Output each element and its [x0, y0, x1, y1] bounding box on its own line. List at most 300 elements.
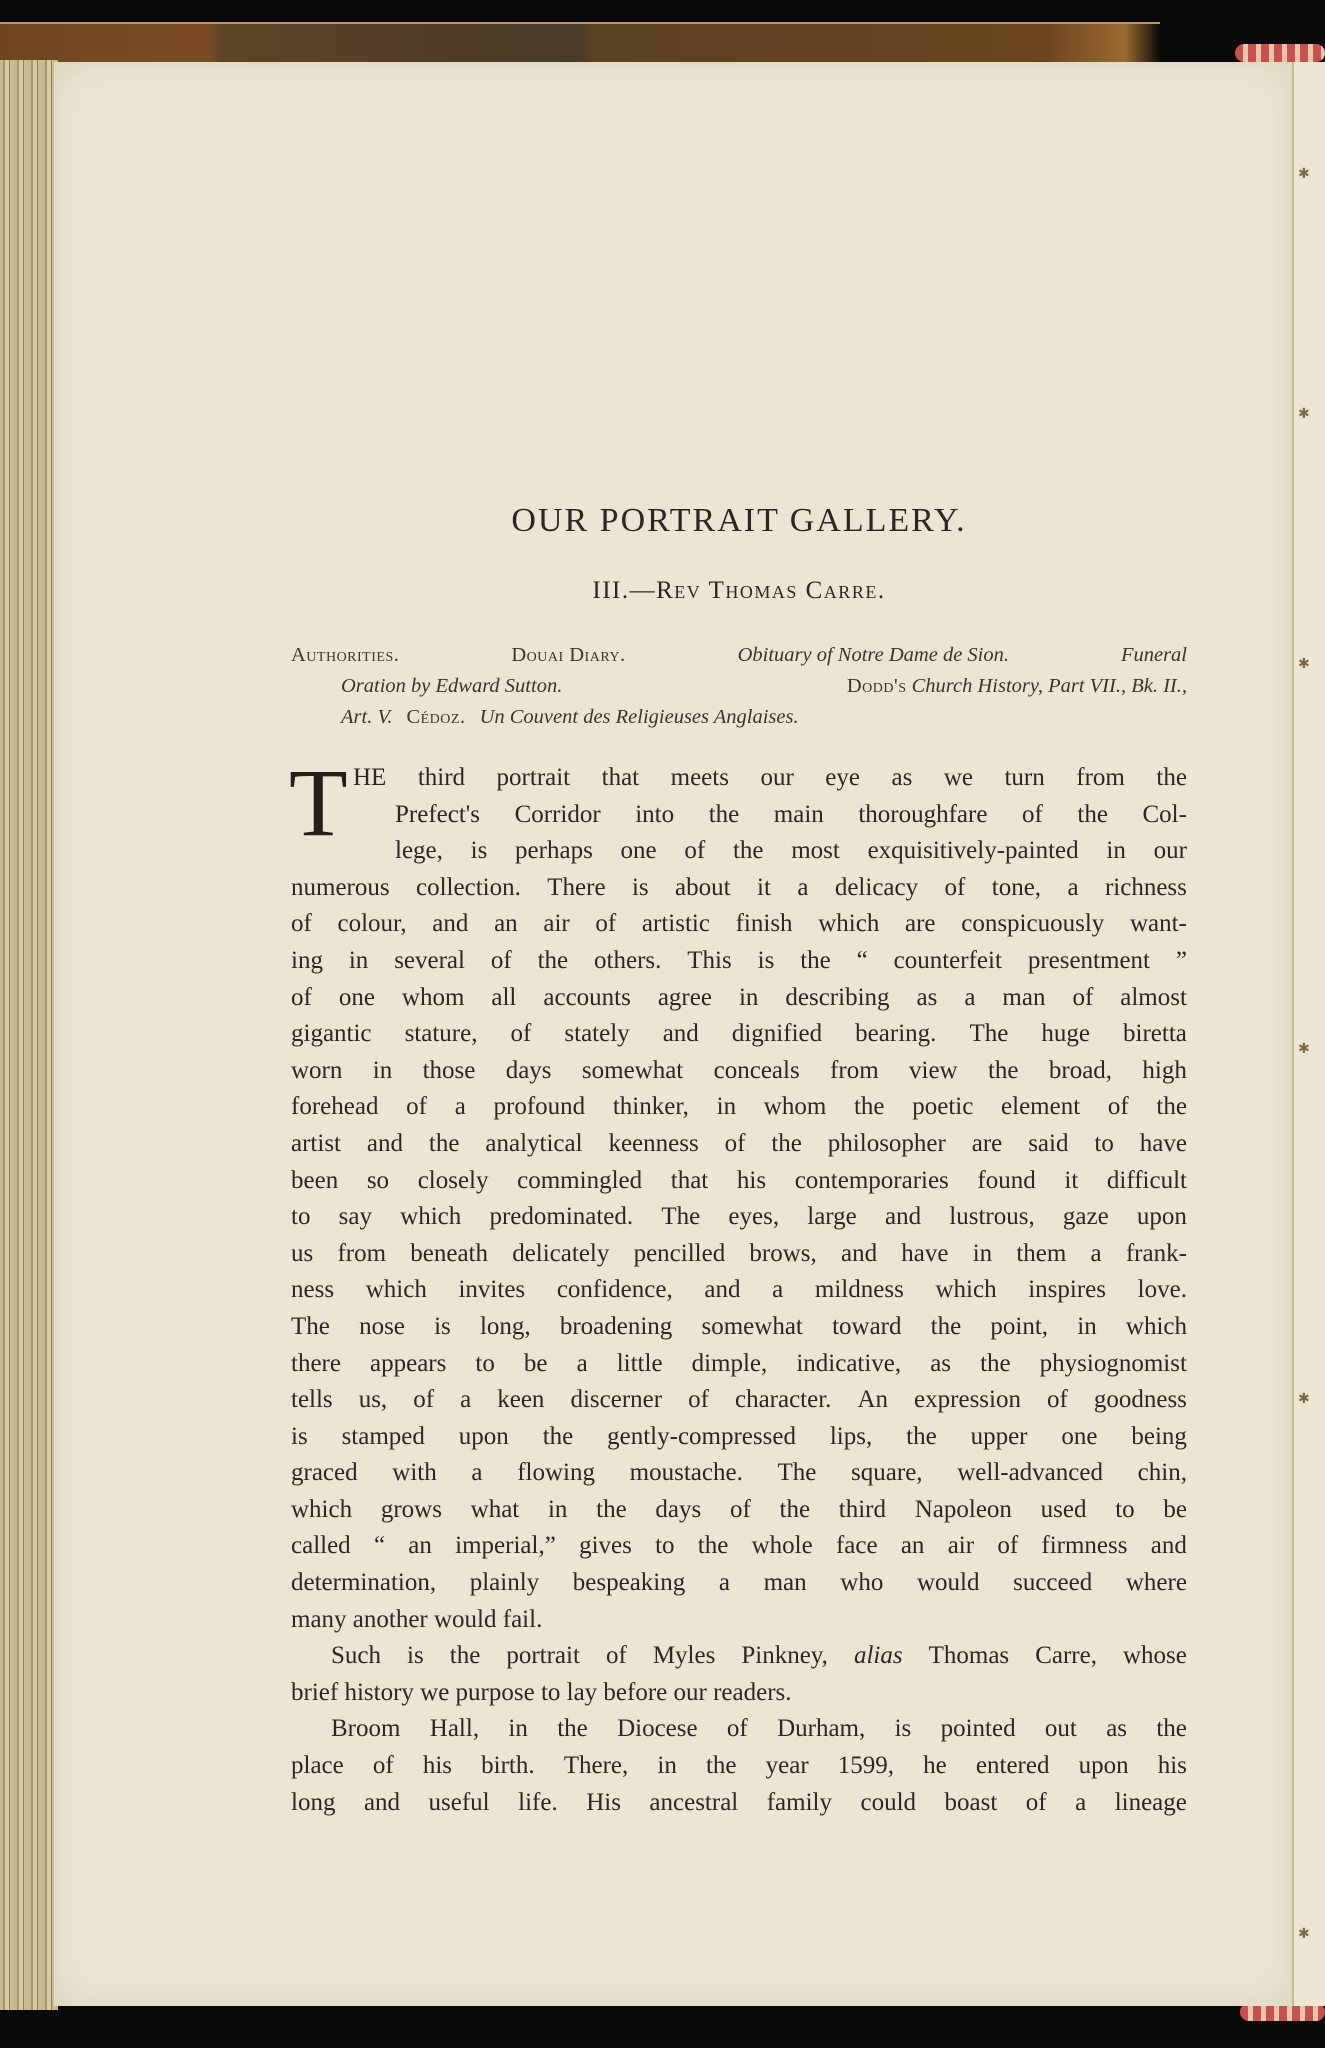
word: a: [964, 983, 976, 1011]
word: tone,: [991, 873, 1042, 901]
word: is: [291, 1422, 308, 1450]
word: it: [757, 873, 771, 901]
word: of: [406, 1093, 427, 1121]
word: which: [818, 910, 880, 938]
word: an: [900, 1532, 925, 1560]
word: lineage: [1114, 1788, 1187, 1816]
word: meets: [670, 764, 729, 791]
word: used: [1040, 1495, 1087, 1523]
word: thoroughfare: [858, 800, 988, 828]
word: predominated.: [489, 1203, 634, 1231]
word: those: [422, 1056, 476, 1084]
word: gives: [579, 1532, 632, 1560]
word: The: [661, 1203, 701, 1231]
word: pointed: [940, 1715, 1016, 1743]
word: the: [853, 1093, 885, 1121]
word: are: [905, 910, 936, 938]
word: be: [523, 1349, 548, 1377]
word: would: [916, 1569, 980, 1597]
word: of: [291, 983, 312, 1011]
word: graced: [291, 1459, 358, 1487]
binding-thread-icon: ✱: [1298, 1392, 1310, 1407]
word: what: [470, 1495, 520, 1523]
word: discerner: [570, 1386, 663, 1414]
word: whole: [751, 1532, 813, 1560]
word: invites: [458, 1276, 526, 1304]
word: delicately: [512, 1239, 610, 1267]
word: boast: [944, 1788, 998, 1816]
word: long: [291, 1788, 336, 1816]
word: and: [704, 1276, 741, 1304]
word: which: [365, 1276, 427, 1304]
body-line: [291, 760, 1187, 797]
word: nose: [359, 1312, 405, 1340]
word: lege,: [395, 837, 443, 865]
word: the: [428, 1129, 460, 1157]
word: of: [724, 1129, 746, 1157]
word: keenness: [608, 1129, 699, 1157]
word: which: [1125, 1312, 1187, 1340]
word: a: [460, 1386, 472, 1414]
authority-title: Un Couvent des Religieuses Anglaises.: [479, 706, 799, 728]
word: in: [1077, 1312, 1097, 1340]
word: the: [542, 1422, 574, 1450]
word: where: [1125, 1569, 1187, 1597]
word: well-advanced: [957, 1459, 1103, 1487]
word: upon: [458, 1422, 509, 1450]
body-line: [291, 1199, 1187, 1236]
word: of: [595, 910, 617, 938]
word: colour,: [337, 910, 407, 938]
word: one: [1061, 1422, 1098, 1450]
word: life.: [518, 1788, 558, 1816]
word: in: [972, 1239, 993, 1267]
word: lips,: [829, 1422, 873, 1450]
word: as: [1106, 1715, 1128, 1743]
word: somewhat: [701, 1312, 803, 1340]
word: ness: [291, 1276, 335, 1304]
word: the: [980, 1349, 1011, 1377]
word: plainly: [469, 1569, 540, 1597]
word: contemporaries: [794, 1166, 949, 1194]
word: physiognomist: [1039, 1349, 1187, 1377]
word: the: [708, 800, 740, 828]
word: There: [547, 873, 606, 901]
body-line: [291, 1528, 1187, 1565]
word: ing: [291, 946, 323, 974]
word: profound: [493, 1093, 586, 1121]
article-body: [289, 749, 1187, 1821]
word: an: [408, 1532, 432, 1560]
word: and: [884, 1203, 922, 1231]
word: in: [508, 1715, 528, 1743]
word: counterfeit: [893, 946, 1002, 974]
word: be: [1163, 1495, 1187, 1523]
word: of: [413, 1386, 435, 1414]
word: perhaps: [515, 837, 593, 865]
word: philosopher: [827, 1129, 946, 1157]
word: man: [763, 1569, 807, 1597]
word: from: [337, 1239, 387, 1267]
word: of: [291, 910, 312, 938]
authorities-line: [291, 702, 1187, 733]
word: toward: [832, 1312, 902, 1340]
word: air: [543, 910, 570, 938]
body-line: [291, 1053, 1187, 1090]
word: in: [738, 983, 759, 1011]
word: conceals: [713, 1056, 800, 1084]
word: broadening: [559, 1312, 673, 1340]
word: confidence,: [556, 1276, 673, 1304]
word: useful: [428, 1788, 490, 1816]
body-line: [291, 797, 1187, 834]
word: of: [1022, 800, 1043, 828]
word: of: [684, 837, 706, 865]
word: view: [909, 1056, 958, 1084]
word: said: [1028, 1129, 1069, 1157]
word: Such: [331, 1642, 381, 1670]
authority-source: Obituary of Notre Dame de Sion.: [737, 644, 1009, 666]
word: there: [291, 1349, 341, 1377]
word: tells: [291, 1386, 333, 1414]
word: the: [1156, 764, 1187, 791]
word: upon: [1136, 1203, 1187, 1231]
word: the: [800, 946, 831, 974]
word: Broom: [331, 1715, 401, 1743]
word: “: [856, 946, 868, 974]
word: and: [366, 1129, 404, 1157]
word: expression: [914, 1386, 1021, 1414]
word: eye: [825, 764, 860, 791]
word: conspicuously: [961, 910, 1105, 938]
word: the: [771, 1129, 802, 1157]
word: in: [547, 1495, 568, 1523]
word: a: [1090, 1239, 1102, 1267]
word: Carre,: [1035, 1642, 1097, 1670]
word: stately: [564, 1020, 630, 1048]
word: our: [760, 764, 794, 791]
body-line: [291, 1089, 1187, 1126]
word: are: [971, 1129, 1003, 1157]
authorities-line: [291, 640, 1187, 671]
word: a: [471, 1459, 483, 1487]
word: There,: [563, 1752, 629, 1780]
word: of: [372, 1752, 394, 1780]
word: and: [1150, 1532, 1187, 1560]
body-line: [291, 1602, 1187, 1639]
word: the: [779, 1495, 811, 1523]
word: inspires: [1028, 1276, 1107, 1304]
word: Pinkney,: [741, 1642, 828, 1670]
word: a: [1067, 873, 1079, 901]
word: into: [635, 800, 675, 828]
word: frank-: [1125, 1239, 1187, 1267]
word: a: [718, 1569, 730, 1597]
word: collection.: [416, 873, 521, 901]
word: to: [291, 1203, 311, 1231]
word: high: [1142, 1056, 1187, 1084]
word: one: [338, 983, 375, 1011]
word: in: [1106, 837, 1126, 865]
word: almost: [1120, 983, 1187, 1011]
body-line: [291, 943, 1187, 980]
word: determination,: [291, 1569, 437, 1597]
word: delicacy: [834, 873, 919, 901]
word: the: [449, 1642, 481, 1670]
body-line: [291, 1163, 1187, 1200]
word: richness: [1104, 873, 1187, 901]
word: commingled: [517, 1166, 643, 1194]
word: forehead: [291, 1093, 379, 1121]
word: Myles: [652, 1642, 716, 1670]
authority-source: Oration by Edward Sutton.: [341, 675, 563, 697]
word: is: [470, 837, 488, 865]
body-line: [291, 1382, 1187, 1419]
word: ancestral: [649, 1788, 739, 1816]
authority-source: Art. V.: [341, 706, 393, 728]
authorities-block: [291, 640, 1187, 733]
word: face: [835, 1532, 878, 1560]
word: an: [494, 910, 518, 938]
word: the: [1156, 1093, 1187, 1121]
word: and: [662, 1020, 699, 1048]
word: large: [807, 1203, 857, 1231]
word: the: [537, 946, 569, 974]
word: upon: [1078, 1752, 1129, 1780]
word: stamped: [341, 1422, 425, 1450]
body-line: [291, 1016, 1187, 1053]
word: agree: [657, 983, 712, 1011]
authority-source: [847, 671, 1187, 702]
word: a: [772, 1276, 784, 1304]
word: say: [338, 1203, 372, 1231]
body-line: [291, 1126, 1187, 1163]
body-line: [291, 906, 1187, 943]
word: that: [601, 764, 640, 791]
word: is: [894, 1715, 912, 1743]
word: whose: [1123, 1642, 1187, 1670]
word: which: [291, 1495, 353, 1523]
word: us: [291, 1239, 314, 1267]
word: have: [1139, 1129, 1187, 1157]
word: place: [291, 1752, 344, 1780]
word: lustrous,: [949, 1203, 1035, 1231]
word: portrait: [496, 764, 571, 791]
word: square,: [851, 1459, 923, 1487]
word: brows,: [749, 1239, 817, 1267]
word: of: [490, 946, 512, 974]
italic-word: alias: [853, 1642, 903, 1670]
authority-source: Douai Diary.: [511, 644, 626, 666]
word: imperial,”: [455, 1532, 556, 1560]
word: Prefect's: [395, 800, 481, 828]
body-line: [291, 833, 1187, 870]
body-line: [291, 1419, 1187, 1456]
binding-thread-icon: ✱: [1298, 657, 1310, 672]
word: broad,: [1048, 1056, 1113, 1084]
body-line: [291, 1748, 1187, 1785]
word: the: [987, 1056, 1019, 1084]
body-line: [291, 1492, 1187, 1529]
body-line: [291, 1711, 1187, 1748]
word: of: [944, 873, 966, 901]
body-line: [291, 870, 1187, 907]
word: from: [1076, 764, 1125, 791]
word: point,: [990, 1312, 1049, 1340]
word: “: [373, 1532, 386, 1560]
word: family: [766, 1788, 832, 1816]
binding-thread-icon: ✱: [1298, 167, 1310, 182]
authority-author: Dodd's: [846, 675, 907, 697]
word: the: [906, 1422, 937, 1450]
word: want-: [1129, 910, 1187, 938]
book-page: [54, 62, 1292, 2006]
word: This: [687, 946, 732, 974]
word: from: [830, 1056, 879, 1084]
word: huge: [1041, 1020, 1090, 1048]
word: appears: [370, 1349, 447, 1377]
book-cover-edge: [0, 22, 1160, 64]
word: flowing: [517, 1459, 595, 1487]
word: of: [605, 1642, 627, 1670]
word: of: [1025, 1788, 1047, 1816]
word: analytical: [485, 1129, 583, 1157]
word: air: [947, 1532, 975, 1560]
word: the: [596, 1495, 627, 1523]
word: to: [475, 1349, 495, 1377]
word: in: [716, 1093, 737, 1121]
word: so: [366, 1166, 390, 1194]
word: bearing.: [855, 1020, 937, 1048]
word: somewhat: [581, 1056, 684, 1084]
word: out: [1044, 1715, 1077, 1743]
word: could: [860, 1788, 917, 1816]
headband-top: [1235, 44, 1325, 62]
word: days: [655, 1495, 702, 1523]
word: element: [1001, 1093, 1081, 1121]
word: upper: [970, 1422, 1028, 1450]
word: His: [586, 1788, 621, 1816]
page-title: OUR PORTRAIT GALLERY.: [511, 502, 967, 539]
word: third: [417, 764, 466, 791]
word: succeed: [1013, 1569, 1093, 1597]
word: that: [670, 1166, 709, 1194]
word: as: [930, 1349, 952, 1377]
word: have: [901, 1239, 949, 1267]
word: whom: [401, 983, 465, 1011]
word: ”: [1175, 946, 1187, 974]
word: in: [348, 946, 369, 974]
word: our: [1153, 837, 1187, 865]
word: his: [422, 1752, 452, 1780]
word: mildness: [814, 1276, 904, 1304]
binding-thread-icon: ✱: [1298, 1927, 1310, 1942]
word: goodness: [1093, 1386, 1187, 1414]
word: 1599,: [837, 1752, 895, 1780]
word: indicative,: [796, 1349, 902, 1377]
word: stature,: [404, 1020, 478, 1048]
word: the: [1077, 800, 1108, 828]
word: of: [688, 1386, 709, 1414]
word: days: [505, 1056, 552, 1084]
word: chin,: [1137, 1459, 1187, 1487]
word: Napoleon: [914, 1495, 1012, 1523]
word: artist: [291, 1129, 341, 1157]
word: numerous: [291, 873, 390, 901]
word: and: [432, 910, 469, 938]
word: beneath: [410, 1239, 488, 1267]
body-line: [291, 980, 1187, 1017]
word: pencilled: [633, 1239, 726, 1267]
word: who: [840, 1569, 884, 1597]
word: the: [930, 1312, 962, 1340]
word: year: [765, 1752, 809, 1780]
word: of: [726, 1715, 748, 1743]
word: to: [1094, 1129, 1114, 1157]
body-line: [291, 1455, 1187, 1492]
word: he: [923, 1752, 947, 1780]
word: gaze: [1062, 1203, 1109, 1231]
word: little: [616, 1349, 663, 1377]
line-text: brief history we purpose to lay before our readers.: [291, 1678, 792, 1706]
word: which: [400, 1203, 462, 1231]
word: most: [791, 837, 840, 865]
word: found: [977, 1166, 1036, 1194]
word: Hall,: [429, 1715, 480, 1743]
word: Col-: [1142, 800, 1187, 828]
word: and: [363, 1788, 401, 1816]
next-page-edge: [1292, 62, 1325, 2006]
line-text: many another would fail.: [291, 1605, 543, 1633]
word: us,: [358, 1386, 388, 1414]
word: exquisitively-painted: [867, 837, 1079, 865]
word: moustache.: [629, 1459, 743, 1487]
word: grows: [380, 1495, 442, 1523]
word: the: [705, 1752, 737, 1780]
word: accounts: [543, 983, 631, 1011]
word: man: [1002, 983, 1046, 1011]
page-edges: [0, 60, 58, 2010]
authority-title: Church History, Part VII., Bk. II.,: [911, 675, 1187, 697]
word: is: [434, 1312, 451, 1340]
drop-cap: T: [289, 749, 348, 856]
word: of: [997, 1532, 1019, 1560]
word: a: [454, 1093, 466, 1121]
word: difficult: [1106, 1166, 1187, 1194]
word: we: [943, 764, 973, 791]
word: gently-compressed: [607, 1422, 796, 1450]
word: artistic: [641, 910, 710, 938]
word: the: [697, 1532, 729, 1560]
binding-thread-icon: ✱: [1298, 1042, 1310, 1057]
body-line: [291, 1565, 1187, 1602]
body-line: [291, 1272, 1187, 1309]
body-lines: [289, 749, 1187, 1821]
word: to: [655, 1532, 675, 1560]
word: of: [1047, 1386, 1068, 1414]
word: Durham,: [777, 1715, 866, 1743]
word: is: [631, 873, 649, 901]
word: eyes,: [728, 1203, 780, 1231]
word: dimple,: [691, 1349, 768, 1377]
word: Thomas: [928, 1642, 1010, 1670]
body-line: [291, 1346, 1187, 1383]
word: called: [291, 1532, 351, 1560]
word: a: [797, 873, 809, 901]
word: to: [1115, 1495, 1135, 1523]
body-line: [291, 1638, 1187, 1675]
word: all: [491, 983, 517, 1011]
